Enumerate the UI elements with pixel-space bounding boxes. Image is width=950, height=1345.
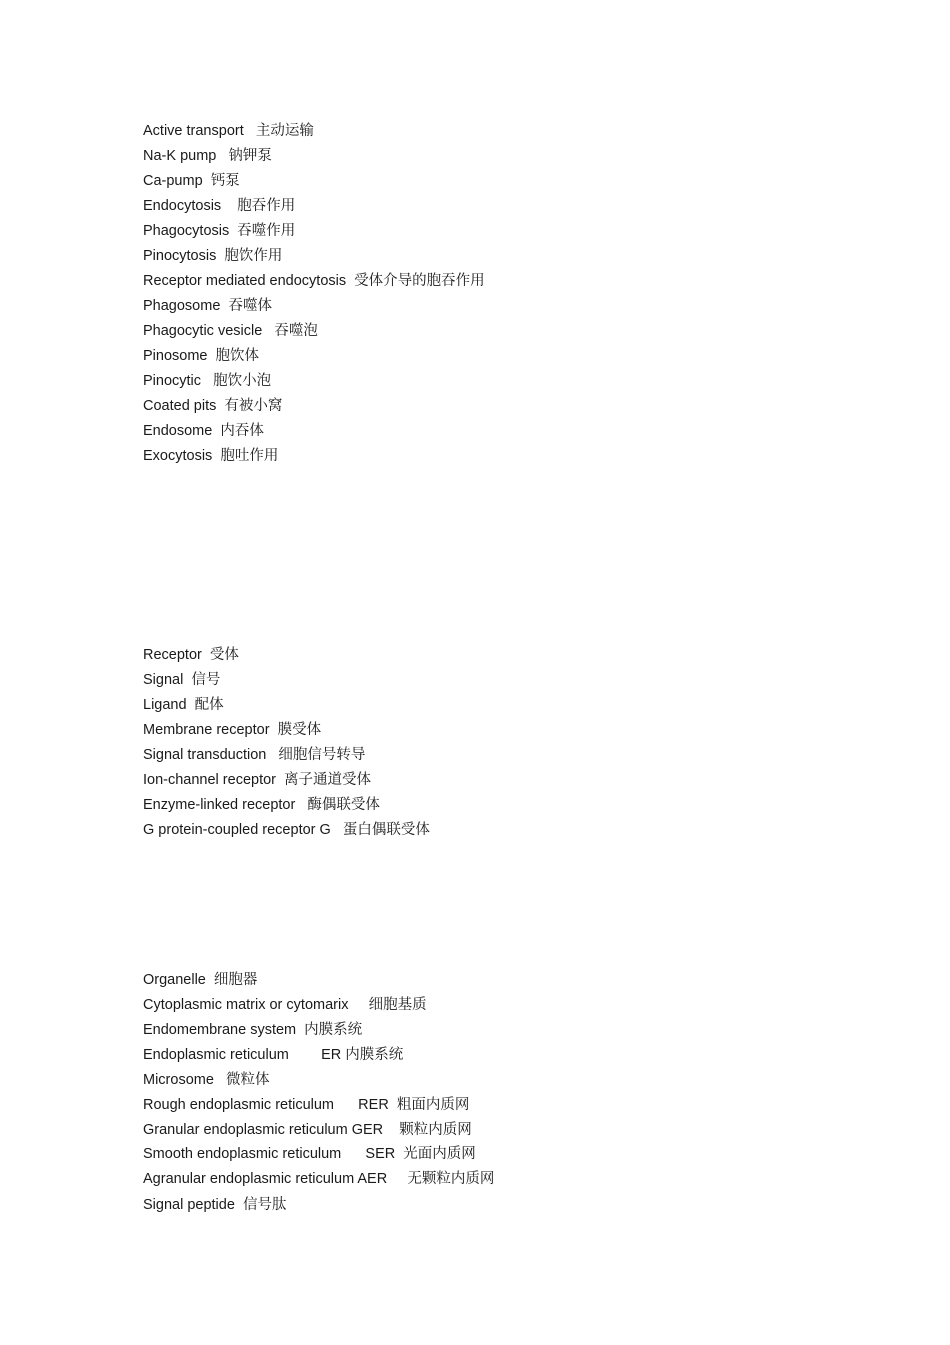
term-line: Phagocytosis 吞噬作用	[143, 223, 296, 239]
term-line: Ca-pump 钙泵	[143, 173, 240, 189]
term-line: Rough endoplasmic reticulum RER 粗面内质网	[143, 1097, 470, 1113]
term-line: Coated pits 有被小窝	[143, 398, 283, 414]
term-line: Active transport 主动运输	[143, 123, 314, 139]
term-line: Endocytosis 胞吞作用	[143, 198, 296, 214]
term-line: Pinocytic 胞饮小泡	[143, 373, 272, 389]
term-line: Pinosome 胞饮体	[143, 348, 260, 364]
term-line: Endosome 内吞体	[143, 423, 264, 439]
term-line: Pinocytosis 胞饮作用	[143, 248, 283, 264]
term-line: Agranular endoplasmic reticulum AER 无颗粒内质网	[143, 1171, 495, 1187]
term-line: Receptor mediated endocytosis 受体介导的胞吞作用	[143, 273, 485, 289]
term-line: Endomembrane system 内膜系统	[143, 1022, 363, 1038]
term-line: Signal peptide 信号肽	[143, 1197, 287, 1213]
term-line: Microsome 微粒体	[143, 1072, 270, 1088]
term-line: Receptor 受体	[143, 647, 239, 663]
term-line: Ligand 配体	[143, 697, 224, 713]
term-line: Exocytosis 胞吐作用	[143, 448, 279, 464]
term-line: Signal transduction 细胞信号转导	[143, 747, 366, 763]
term-line: Phagosome 吞噬体	[143, 298, 272, 314]
term-line: Ion-channel receptor 离子通道受体	[143, 772, 372, 788]
term-line: Enzyme-linked receptor 酶偶联受体	[143, 797, 380, 813]
term-line: Membrane receptor 膜受体	[143, 722, 322, 738]
term-line: Signal 信号	[143, 672, 221, 688]
term-line: Smooth endoplasmic reticulum SER 光面内质网	[143, 1146, 476, 1162]
term-line: G protein-coupled receptor G 蛋白偶联受体	[143, 822, 430, 838]
term-line: Granular endoplasmic reticulum GER 颗粒内质网	[143, 1122, 472, 1138]
term-line: Phagocytic vesicle 吞噬泡	[143, 323, 318, 339]
term-line: Endoplasmic reticulum ER 内膜系统	[143, 1047, 404, 1063]
term-line: Organelle 细胞器	[143, 972, 258, 988]
term-line: Na-K pump 钠钾泵	[143, 148, 272, 164]
term-line: Cytoplasmic matrix or cytomarix 细胞基质	[143, 997, 427, 1013]
